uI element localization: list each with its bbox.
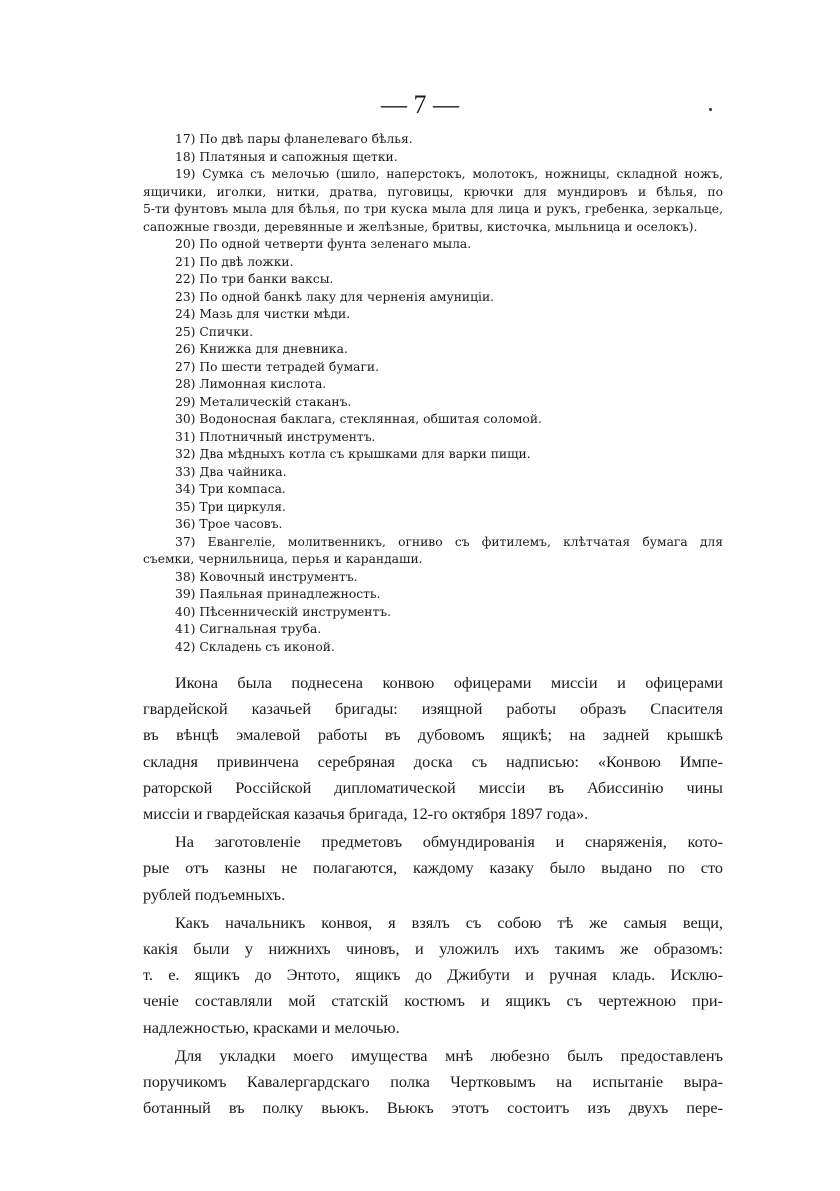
paragraph-line: рые отъ казны не полагаются, каждому казаку было выдано по сто: [143, 858, 723, 878]
list-item-line: 26) Книжка для дневника.: [175, 342, 348, 356]
list-item-line: 22) По три банки ваксы.: [175, 272, 334, 286]
list-item-line: 34) Три компаса.: [175, 482, 286, 496]
list-item-line: 39) Паяльная принадлежность.: [175, 587, 381, 601]
list-item: [143, 131, 723, 149]
list-item-line: 35) Три циркуля.: [175, 499, 286, 514]
paragraph-line: На заготовленіе предметовъ обмундированія и снаряженія, кото-: [175, 832, 723, 852]
list-item-line: ящичики, иголки, нитки, дратва, пуговицы, крючки для мундировъ и бѣлья, по: [143, 184, 723, 199]
list-item: [143, 324, 723, 342]
list-item: [143, 464, 723, 482]
paragraph: [143, 829, 723, 908]
paragraph-line: миссіи и гвардейская казачья бригада, 12-го октября 1897 года».: [143, 804, 589, 824]
paragraph-line: Для укладки моего имущества мнѣ любезно былъ предоставленъ: [175, 1045, 723, 1065]
list-item: [143, 446, 723, 464]
list-item: [143, 149, 723, 167]
list-item: [143, 516, 723, 534]
list-item-line: съемки, чернильница, перья и карандаши.: [143, 552, 423, 566]
list-item: [143, 289, 723, 307]
list-item-line: 31) Плотничный инструментъ.: [175, 429, 376, 444]
list-item-line: 36) Трое часовъ.: [175, 517, 283, 531]
list-item-line: 27) По шести тетрадей бумаги.: [175, 359, 380, 374]
list-item: [143, 604, 723, 622]
list-item: [143, 306, 723, 324]
paragraph-line: раторской Россійской дипломатической миссіи въ Абиссинію чины: [143, 777, 723, 797]
list-item: [143, 499, 723, 517]
body-text: [143, 670, 723, 1123]
page-number: — 7 —: [381, 90, 459, 119]
list-item-line: 33) Два чайника.: [175, 464, 287, 479]
list-item: [143, 236, 723, 254]
paragraph: [143, 1043, 723, 1122]
paragraph-line: ботанный въ полку вьюкъ. Вьюкъ этотъ состоитъ изъ двухъ пере-: [143, 1098, 723, 1118]
list-item: [143, 639, 723, 657]
paragraph: [143, 670, 723, 827]
paragraph-line: гвардейской казачьей бригады: изящной работы образъ Спасителя: [143, 699, 723, 719]
paragraph-line: т. е. ящикъ до Энтото, ящикъ до Джибути и ручная кладь. Исклю-: [143, 965, 723, 985]
list-item: [143, 376, 723, 394]
list-item: [143, 481, 723, 499]
paragraph-line: рублей подъемныхъ.: [143, 884, 286, 904]
equipment-list: [143, 131, 723, 656]
scan-speck: [709, 108, 712, 111]
list-item: [143, 534, 723, 569]
list-item: [143, 254, 723, 272]
list-item-line: 19) Сумка съ мелочью (шило, наперстокъ, молотокъ, ножницы, складной ножъ,: [175, 167, 723, 181]
paragraph-line: ченіе составляли мой статскій костюмъ и ящикъ съ чертежною при-: [143, 991, 723, 1011]
paragraph-line: Какъ начальникъ конвоя, я взялъ съ собою тѣ же самыя вещи,: [175, 912, 723, 932]
list-item-line: 17) По двѣ пары фланелеваго бѣлья.: [175, 132, 413, 146]
list-item-line: сапожные гвозди, деревянные и желѣзные, бритвы, кисточка, мыльница и оселокъ).: [143, 219, 698, 234]
paragraph-line: въ вѣнцѣ эмалевой работы въ дубовомъ ящикѣ; на задней крышкѣ: [143, 725, 723, 745]
list-item-line: 41) Сигнальная труба.: [175, 622, 322, 636]
list-item: [143, 341, 723, 359]
list-item-line: 32) Два мѣдныхъ котла съ крышками для варки пищи.: [175, 447, 531, 461]
list-item-line: 28) Лимонная кислота.: [175, 377, 327, 391]
list-item-line: 40) Пѣсенническій инструментъ.: [175, 604, 392, 619]
list-item: [143, 411, 723, 429]
list-item: [143, 166, 723, 236]
list-item: [143, 586, 723, 604]
list-item-line: 37) Евангеліе, молитвенникъ, огниво съ фитилемъ, клѣтчатая бумага для: [175, 534, 723, 549]
list-item: [143, 569, 723, 587]
paragraph-line: какія были у нижнихъ чиновъ, и уложилъ ихъ такимъ же образомъ:: [143, 939, 723, 959]
list-item: [143, 359, 723, 377]
list-item: [143, 271, 723, 289]
paragraph-line: Икона была поднесена конвою офицерами миссіи и офицерами: [175, 673, 723, 692]
paragraph-line: надлежностью, красками и мелочью.: [143, 1017, 400, 1037]
list-item-line: 18) Платяныя и сапожныя щетки.: [175, 149, 398, 164]
list-item-line: 30) Водоносная баклага, стеклянная, обшитая соломой.: [175, 412, 542, 426]
list-item-line: 38) Ковочный инструментъ.: [175, 569, 358, 584]
list-item-line: 23) По одной банкѣ лаку для черненія амуниціи.: [175, 289, 495, 304]
paragraph-line: поручикомъ Кавалергардскаго полка Чертковымъ на испытаніе выра-: [143, 1072, 723, 1092]
list-item-line: 42) Складень съ иконой.: [175, 639, 335, 654]
list-item-line: 29) Металическій стаканъ.: [175, 394, 352, 409]
list-item: [143, 394, 723, 412]
paragraph: [143, 910, 723, 1041]
list-item-line: 24) Мазь для чистки мѣди.: [175, 307, 351, 321]
list-item-line: 21) По двѣ ложки.: [175, 254, 294, 269]
paragraph-line: складня привинчена серебряная доска съ надписью: «Конвою Импе-: [143, 751, 723, 771]
list-item-line: 20) По одной четверти фунта зеленаго мыла.: [175, 237, 472, 251]
list-item-line: 5-ти фунтовъ мыла для бѣлья, по три куска мыла для лица и рукъ, гребенка, зеркальце,: [143, 202, 723, 216]
list-item: [143, 429, 723, 447]
list-item-line: 25) Спички.: [175, 324, 254, 339]
list-item: [143, 621, 723, 639]
